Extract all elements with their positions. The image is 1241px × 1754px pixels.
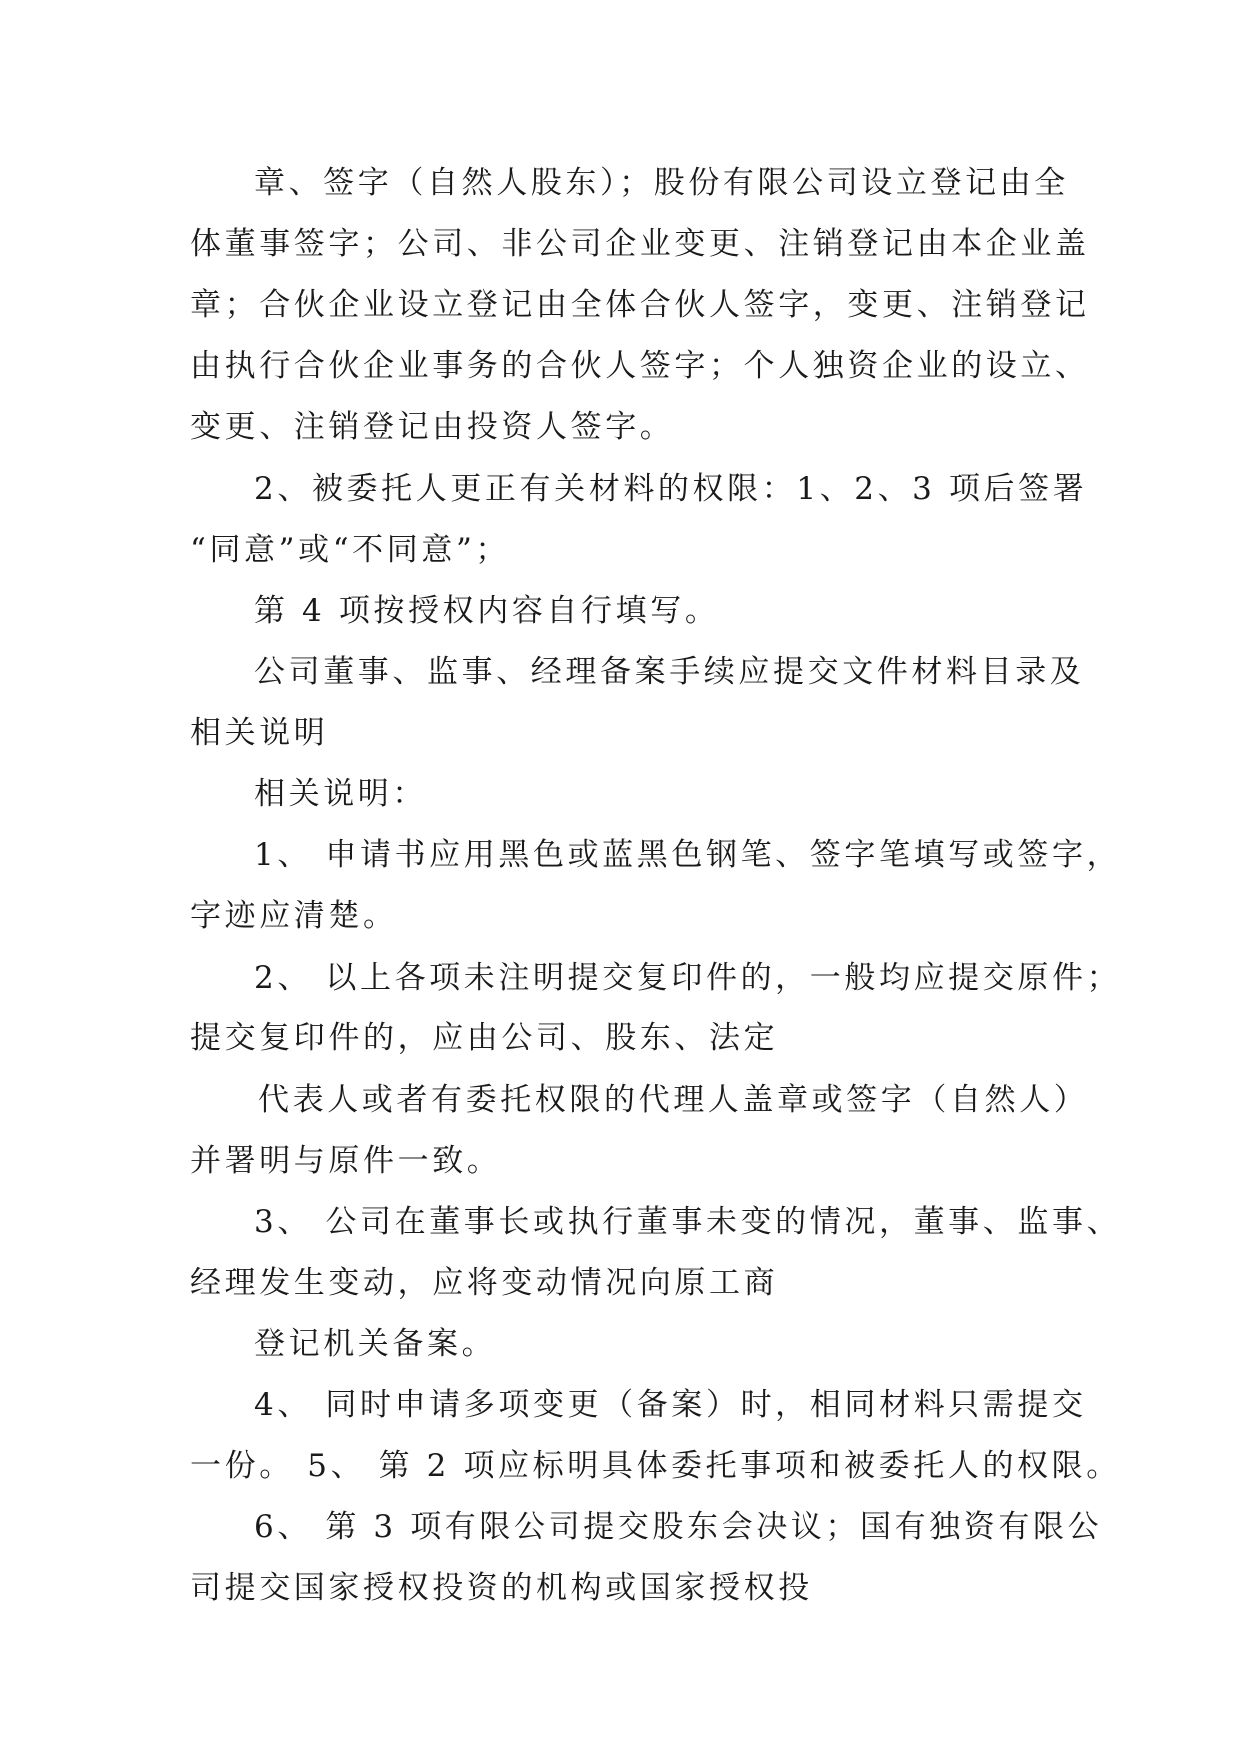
text-line: 3、 公司在董事长或执行董事未变的情况，董事、监事、 — [254, 1204, 1122, 1240]
text-line: 6、 第 3 项有限公司提交股东会决议；国有独资有限公 — [254, 1509, 1103, 1545]
text-line: 相关说明 — [190, 715, 329, 751]
text-line: 字迹应清楚。 — [190, 898, 398, 934]
text-line: 公司董事、监事、经理备案手续应提交文件材料目录及 — [254, 654, 1085, 690]
text-line: 一份。 5、 第 2 项应标明具体委托事项和被委托人的权限。 — [190, 1448, 1121, 1484]
text-line: 代表人或者有委托权限的代理人盖章或签字（自然人） — [258, 1082, 1089, 1118]
text-line: 章、签字（自然人股东）；股份有限公司设立登记由全 — [254, 165, 1069, 201]
text-line: 章；合伙企业设立登记由全体合伙人签字，变更、注销登记 — [190, 287, 1090, 323]
text-line: 登记机关备案。 — [254, 1326, 497, 1362]
text-line: 相关说明： — [254, 776, 427, 812]
text-line: 司提交国家授权投资的机构或国家授权投 — [190, 1570, 813, 1606]
text-line: 变更、注销登记由投资人签字。 — [190, 409, 675, 445]
text-line: 提交复印件的，应由公司、股东、法定 — [190, 1020, 779, 1056]
text-line: 并署明与原件一致。 — [190, 1143, 502, 1179]
text-line: 2、被委托人更正有关材料的权限：1、2、3 项后签署 — [254, 471, 1088, 507]
text-line: 第 4 项按授权内容自行填写。 — [254, 593, 720, 629]
text-line: “同意”或“不同意”； — [190, 532, 510, 568]
text-line: 由执行合伙企业事务的合伙人签字；个人独资企业的设立、 — [190, 348, 1090, 384]
text-line: 1、 申请书应用黑色或蓝黑色钢笔、签字笔填写或签字， — [254, 837, 1122, 873]
text-line: 2、 以上各项未注明提交复印件的，一般均应提交原件； — [254, 960, 1122, 996]
text-line: 经理发生变动，应将变动情况向原工商 — [190, 1265, 779, 1301]
text-line: 4、 同时申请多项变更（备案）时，相同材料只需提交 — [254, 1387, 1087, 1423]
text-line: 体董事签字；公司、非公司企业变更、注销登记由本企业盖 — [190, 226, 1090, 262]
